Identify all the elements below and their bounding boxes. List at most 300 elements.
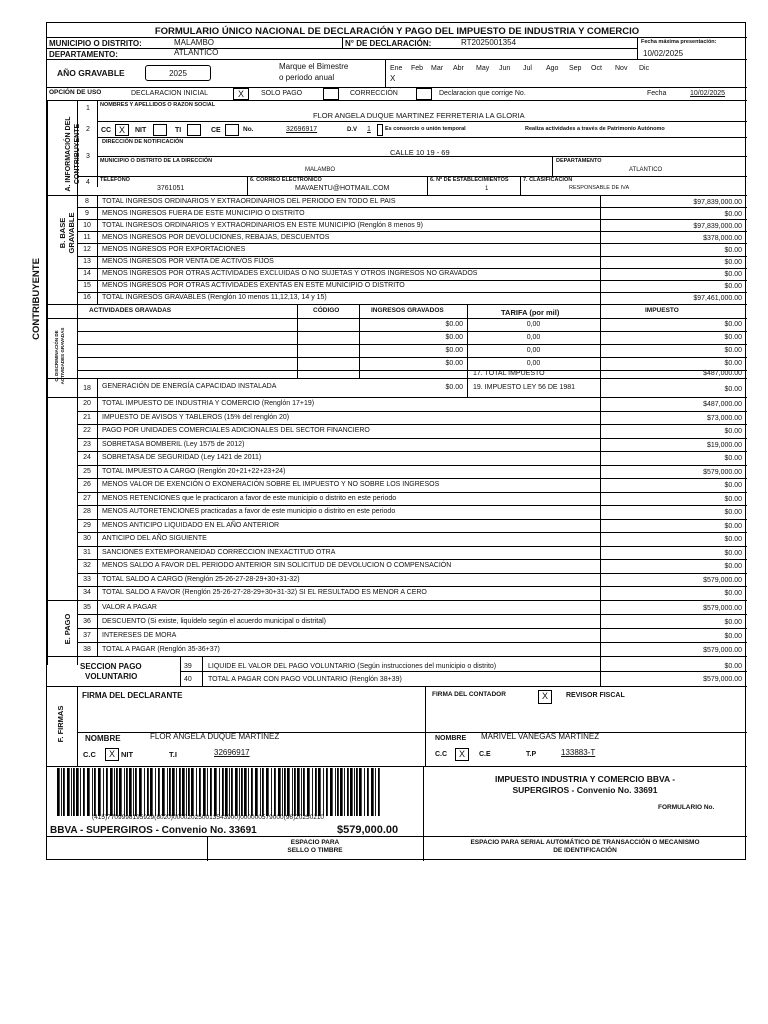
barcode-bar xyxy=(350,768,353,816)
row-divider xyxy=(77,331,747,332)
contador-ce-label: C.E xyxy=(479,751,491,758)
liq-label-26: MENOS VALOR DE EXENCIÓN O EXONERACIÓN SOBRE EL IMPUESTO Y NO SOBRE LOS INGRESOS xyxy=(102,481,440,489)
barcode-bar xyxy=(354,768,355,816)
uso-correccion-checkbox[interactable] xyxy=(416,88,432,100)
ti-checkbox[interactable] xyxy=(187,124,201,136)
liq-label-29: MENOS ANTICIPO LIQUIDADO EN EL AÑO ANTERIOR xyxy=(102,521,280,529)
anio-field[interactable] xyxy=(145,65,211,81)
dv-value: 1 xyxy=(367,126,371,133)
uso-fecha-value: 10/02/2025 xyxy=(690,90,726,97)
row-divider xyxy=(77,292,747,293)
barcode-bar xyxy=(292,768,293,816)
dv-label: D.V xyxy=(347,127,358,133)
liq-label-30: ANTICIPO DEL AÑO SIGUIENTE xyxy=(102,535,207,543)
barcode-bar xyxy=(274,768,276,816)
declarante-nombre: FLOR ANGELA DUQUE MARTINEZ xyxy=(150,732,280,741)
formulario-label: FORMULARIO No. xyxy=(658,804,715,811)
pago-label-36: DESCUENTO (Si existe, liquídelo según el acuerdo municipal o distrital) xyxy=(102,617,326,625)
autonomo-label: Realiza actividades a través de Patrimonio Autónomo xyxy=(525,126,665,132)
barcode-bar xyxy=(196,768,197,816)
act-impuesto-3: $0.00 xyxy=(724,360,742,367)
act-ingresos-2: $0.00 xyxy=(445,347,463,354)
barcode-bar xyxy=(61,768,62,816)
liq-num-28: 28 xyxy=(83,508,91,516)
liq-label-33: TOTAL SALDO A CARGO (Renglón 25-26-27-28-29+30+31-32) xyxy=(102,575,300,583)
voluntario-title-1: SECCION PAGO xyxy=(80,662,142,671)
liq-label-31: SANCIONES EXTEMPORANEIDAD CORRECCION INEXACTITUD OTRA xyxy=(102,548,336,556)
banco-title-1: IMPUESTO INDUSTRIA Y COMERCIO BBVA - xyxy=(494,774,676,784)
nit-label: NIT xyxy=(135,127,147,134)
row-divider xyxy=(77,614,747,615)
convenio-label: BBVA - SUPERGIROS - Convenio No. 33691 xyxy=(50,825,257,836)
barcode-bar xyxy=(335,768,336,816)
section-f-label: F. FIRMAS xyxy=(56,705,65,743)
total-impuesto-value: $487,000.00 xyxy=(703,370,742,377)
col-ingresos: INGRESOS GRAVADOS xyxy=(371,307,444,314)
total-impuesto-label: 17. TOTAL IMPUESTO xyxy=(473,370,545,377)
row-divider xyxy=(77,357,747,358)
correo-label: 6. CORREO ELECTRÓNICO xyxy=(250,177,322,183)
month-7[interactable]: Ago xyxy=(546,65,559,72)
liq-label-28: MENOS AUTORETENCIONES practicadas a favor de este municipio o distrito en este periodo xyxy=(102,508,396,516)
barcode-bar xyxy=(260,768,261,816)
liq-num-26: 26 xyxy=(83,481,91,489)
base-num-13: 13 xyxy=(83,258,91,266)
liq-label-25: TOTAL IMPUESTO A CARGO (Renglón 20+21+22+23+24) xyxy=(102,467,286,475)
liq-label-23: SOBRETASA BOMBERIL (Ley 1575 de 2012) xyxy=(102,440,245,448)
barcode-bar xyxy=(188,768,190,816)
row-divider xyxy=(77,256,747,257)
nit-checkbox[interactable] xyxy=(153,124,167,136)
row-divider xyxy=(77,492,747,493)
act-ingresos-3: $0.00 xyxy=(445,360,463,367)
uso-inicial-checkbox[interactable]: X xyxy=(233,88,249,100)
barcode-bar xyxy=(359,768,362,816)
banco-title-2: SUPERGIROS - Convenio No. 33691 xyxy=(512,785,658,795)
barcode-bar xyxy=(167,768,168,816)
barcode-bar xyxy=(241,768,243,816)
contador-nombre: MARIVEL VANEGAS MARTINEZ xyxy=(481,732,600,741)
barcode-bar xyxy=(214,768,217,816)
barcode-bar xyxy=(119,768,122,816)
municipio-value: MALAMBO xyxy=(174,38,215,47)
barcode-bar xyxy=(83,768,85,816)
base-label-14: MENOS INGRESOS POR OTRAS ACTIVIDADES EXCLUIDAS O NO SUJETAS Y OTROS INGRESOS NO GRAVADOS xyxy=(102,270,478,278)
uso-fecha-label: Fecha xyxy=(647,90,667,97)
barcode-bar xyxy=(144,768,145,816)
month-1[interactable]: Feb xyxy=(411,65,424,72)
barcode-bar xyxy=(210,768,212,816)
act-tarifa-2: 0,00 xyxy=(526,347,541,354)
liq-num-27: 27 xyxy=(83,494,91,502)
declarante-nit-label: NIT xyxy=(121,750,134,759)
declaracion-number: RT2025001354 xyxy=(461,38,517,47)
revisor-label: REVISOR FISCAL xyxy=(566,692,625,699)
barcode-bar xyxy=(378,768,380,816)
base-label-12: MENOS INGRESOS POR EXPORTACIONES xyxy=(102,245,246,253)
pago-label-37: INTERESES DE MORA xyxy=(102,631,177,639)
razon-social: FLOR ANGELA DUQUE MARTINEZ FERRETERIA LA GLORIA xyxy=(313,111,525,120)
month-0[interactable]: Ene xyxy=(390,65,403,72)
liq-num-30: 30 xyxy=(83,535,91,543)
pago-num-38: 38 xyxy=(83,645,91,653)
barcode-bar xyxy=(179,768,181,816)
base-value-15: $0.00 xyxy=(724,283,742,291)
liq-num-31: 31 xyxy=(83,548,91,556)
pago-value-37: $0.00 xyxy=(724,632,742,640)
liq-num-25: 25 xyxy=(83,467,91,475)
liq-value-32: $0.00 xyxy=(724,563,742,571)
barcode-bar xyxy=(271,768,272,816)
barcode-bar xyxy=(330,768,333,816)
contador-cc-checkbox[interactable]: X xyxy=(455,748,469,761)
uso-solo-pago-label: SOLO PAGO xyxy=(261,90,303,97)
mun-dir-label: MUNICIPIO O DISTRITO DE LA DIRECCIÓN xyxy=(100,158,213,164)
liq-value-26: $0.00 xyxy=(724,482,742,490)
r19-label: 19. IMPUESTO LEY 56 DE 1981 xyxy=(473,384,576,391)
barcode-bar xyxy=(239,768,240,816)
row-num-39: 39 xyxy=(184,663,192,670)
liq-value-27: $0.00 xyxy=(724,495,742,503)
pago-num-37: 37 xyxy=(83,631,91,639)
col-actividades: ACTIVIDADES GRAVADAS xyxy=(89,307,172,314)
act-tarifa-0: 0,00 xyxy=(526,321,541,328)
month-11[interactable]: Dic xyxy=(639,65,650,72)
row-divider xyxy=(47,318,747,319)
declaration-form xyxy=(31,22,746,860)
barcode-bar xyxy=(284,768,286,816)
month-4[interactable]: May xyxy=(476,65,490,72)
pago-label-38: TOTAL A PAGAR (Renglón 35-36+37) xyxy=(102,645,220,653)
estab-label: 6. Nº DE ESTABLECIMIENTOS xyxy=(430,177,509,183)
barcode-bar xyxy=(133,768,134,816)
row-divider xyxy=(77,532,747,533)
barcode-bar xyxy=(124,768,125,816)
barcode-bar xyxy=(110,768,113,816)
declarante-nombre-label: NOMBRE xyxy=(85,734,121,743)
barcode-bar xyxy=(231,768,233,816)
barcode-bar xyxy=(294,768,296,816)
act-ingresos-0: $0.00 xyxy=(445,321,463,328)
month-9[interactable]: Oct xyxy=(591,65,602,72)
r19-value: $0.00 xyxy=(724,386,742,393)
barcode-bar xyxy=(158,768,160,816)
barcode-bar xyxy=(375,768,376,816)
barcode-bar xyxy=(129,768,132,816)
liq-label-20: TOTAL IMPUESTO DE INDUSTRIA Y COMERCIO (Renglón 17+19) xyxy=(102,400,315,408)
base-num-10: 10 xyxy=(83,221,91,229)
row-divider xyxy=(77,243,747,244)
barcode-bar xyxy=(340,768,343,816)
row-divider xyxy=(77,546,747,547)
r18-label: GENERACIÓN DE ENERGÍA CAPACIDAD INSTALADA xyxy=(102,383,277,390)
uso-solo-pago-checkbox[interactable] xyxy=(323,88,339,100)
barcode-bar xyxy=(326,768,328,816)
liq-value-30: $0.00 xyxy=(724,536,742,544)
row-divider xyxy=(77,559,747,560)
direccion-label: DIRECCIÓN DE NOTIFICACIÓN xyxy=(102,139,184,145)
liq-label-32: MENOS SALDO A FAVOR DEL PERIODO ANTERIOR SIN SOLICITUD DE DEVOLUCION O COMPENSACIÓN xyxy=(102,562,452,570)
bimestre-label-2: o periodo anual xyxy=(279,73,335,82)
voluntario-title-2: VOLUNTARIO xyxy=(85,672,138,681)
base-value-12: $0.00 xyxy=(724,246,742,254)
ce-checkbox[interactable] xyxy=(225,124,239,136)
liq-value-29: $0.00 xyxy=(724,522,742,530)
banco-total: $579,000.00 xyxy=(337,824,399,836)
barcode-bar xyxy=(114,768,115,816)
uso-inicial-label: DECLARACION INICIAL xyxy=(131,90,209,97)
act-ingresos-1: $0.00 xyxy=(445,334,463,341)
row-divider xyxy=(77,573,747,574)
cc-checkbox[interactable]: X xyxy=(115,124,129,136)
barcode-bar xyxy=(73,768,75,816)
row-divider xyxy=(77,519,747,520)
correo-value: MAVAENTU@HOTMAIL.COM xyxy=(295,185,390,192)
base-label-16: TOTAL INGRESOS GRAVABLES (Renglón 10 menos 11,12,13, 14 y 15) xyxy=(102,294,327,302)
barcode-bar xyxy=(364,768,365,816)
ti-label: TI xyxy=(175,127,182,134)
liq-num-32: 32 xyxy=(83,562,91,570)
barcode-bar xyxy=(176,768,177,816)
base-num-9: 9 xyxy=(85,209,89,217)
declarante-doc: 32696917 xyxy=(214,748,250,757)
base-value-11: $378,000.00 xyxy=(703,234,742,242)
month-3[interactable]: Abr xyxy=(453,65,464,72)
row-divider xyxy=(77,451,747,452)
barcode-bar xyxy=(235,768,238,816)
serial-label-2: DE IDENTIFICACIÓN xyxy=(553,847,617,854)
barcode-bar xyxy=(287,768,290,816)
uso-correccion-label: CORRECCIÓN xyxy=(350,90,398,97)
base-value-13: $0.00 xyxy=(724,259,742,267)
col-divider xyxy=(600,397,601,600)
barcode-bar xyxy=(126,768,128,816)
estab-value: 1 xyxy=(485,186,489,192)
barcode-bar xyxy=(207,768,208,816)
base-value-9: $0.00 xyxy=(724,210,742,218)
base-value-10: $97,839,000.00 xyxy=(693,222,742,230)
sello-label-1: ESPACIO PARA xyxy=(290,839,340,846)
barcode-bar xyxy=(312,768,313,816)
barcode-bar xyxy=(278,768,281,816)
bimestre-label-1: Marque el Bimestre xyxy=(279,62,349,71)
barcode-bar xyxy=(67,768,70,816)
barcode-bar xyxy=(57,768,60,816)
uso-label: OPCIÓN DE USO xyxy=(49,89,102,96)
base-label-8: TOTAL INGRESOS ORDINARIOS Y EXTRAORDINARIOS DEL PERIODO EN TODO EL PAIS xyxy=(102,197,396,205)
firma-declarante-label: FIRMA DEL DECLARANTE xyxy=(82,691,183,700)
row-divider xyxy=(77,628,747,629)
doc-number: 32696917 xyxy=(286,126,318,133)
base-label-15: MENOS INGRESOS POR OTRAS ACTIVIDADES EXENTAS EN ESTE MUNICIPIO O DISTRITO xyxy=(102,282,405,290)
barcode-bar xyxy=(297,768,300,816)
barcode-bar xyxy=(244,768,247,816)
contador-nombre-label: NOMBRE xyxy=(435,735,467,742)
liq-num-22: 22 xyxy=(83,427,91,435)
sello-label-2: SELLO O TIMBRE xyxy=(287,847,343,854)
barcode-bar xyxy=(162,768,165,816)
depto-value: ATLANTICO xyxy=(629,167,663,173)
declarante-cc-checkbox[interactable]: X xyxy=(105,748,119,761)
pago-num-35: 35 xyxy=(83,603,91,611)
month-8[interactable]: Sep xyxy=(569,65,582,72)
barcode-bar xyxy=(139,768,142,816)
base-value-8: $97,839,000.00 xyxy=(693,198,742,206)
row-divider xyxy=(77,219,747,220)
depto-label: DEPARTAMENTO xyxy=(556,158,602,164)
barcode-bar xyxy=(323,768,324,816)
consorcio-checkbox[interactable] xyxy=(377,124,383,136)
liq-label-24: SOBRETASA DE SEGURIDAD (Ley 1421 de 2011) xyxy=(102,454,262,462)
barcode-bar xyxy=(318,768,321,816)
row-divider xyxy=(77,505,747,506)
form-title: FORMULARIO ÚNICO NACIONAL DE DECLARACIÓN Y PAGO DEL IMPUESTO DE INDUSTRIA Y COMERCIO xyxy=(154,26,640,37)
row-divider xyxy=(77,478,747,479)
consorcio-label: Es consorcio o unión temporal xyxy=(385,126,466,132)
col-impuesto: IMPUESTO xyxy=(645,307,679,314)
base-num-16: 16 xyxy=(83,294,91,302)
barcode-bar xyxy=(347,768,349,816)
act-impuesto-0: $0.00 xyxy=(724,321,742,328)
barcode-bar xyxy=(203,768,206,816)
no-label: No. xyxy=(243,126,254,133)
row-divider xyxy=(77,465,747,466)
barcode-image xyxy=(57,768,382,816)
declaracion-label: N° DE DECLARACIÓN: xyxy=(345,39,432,48)
serial-label-1: ESPACIO PARA SERIAL AUTOMÁTICO DE TRANSACCIÓN O MECANISMO xyxy=(470,839,700,846)
pago-num-36: 36 xyxy=(83,617,91,625)
section-b-label: B. BASE GRAVABLE xyxy=(58,212,76,254)
section-a-label: A. INFORMACIÓN DEL CONTRIBUYENTE xyxy=(65,116,81,192)
contador-tp: 133883-T xyxy=(561,748,596,757)
barcode-bar xyxy=(337,768,339,816)
barcode-bar xyxy=(248,768,249,816)
barcode-bar xyxy=(80,768,81,816)
r39-value: $0.00 xyxy=(724,663,742,670)
liq-value-34: $0.00 xyxy=(724,590,742,598)
barcode-bar xyxy=(186,768,187,816)
base-label-13: MENOS INGRESOS POR VENTA DE ACTIVOS FIJOS xyxy=(102,258,274,266)
declarante-ti-label: T.I xyxy=(169,750,177,759)
month-mark[interactable]: X xyxy=(390,74,396,83)
barcode-bar xyxy=(262,768,264,816)
liq-num-33: 33 xyxy=(83,575,91,583)
r40-label: TOTAL A PAGAR CON PAGO VOLUNTARIO (Renglón 38+39) xyxy=(208,676,402,683)
barcode-bar xyxy=(135,768,137,816)
month-2[interactable]: Mar xyxy=(431,65,444,72)
col-divider xyxy=(97,397,98,600)
barcode-bar xyxy=(301,768,302,816)
barcode-bar xyxy=(103,768,104,816)
departamento-value: ATLANTICO xyxy=(174,48,219,57)
base-num-15: 15 xyxy=(83,282,91,290)
barcode-bar xyxy=(92,768,93,816)
row-divider xyxy=(77,586,747,587)
pago-value-36: $0.00 xyxy=(724,618,742,626)
pago-label-35: VALOR A PAGAR xyxy=(102,603,157,611)
liq-num-24: 24 xyxy=(83,454,91,462)
r18-value: $0.00 xyxy=(445,384,463,391)
barcode-bar xyxy=(199,768,201,816)
barcode-bar xyxy=(225,768,228,816)
barcode-bar xyxy=(147,768,149,816)
clasif-value: RESPONSABLE DE IVA xyxy=(569,185,630,191)
row-num-40: 40 xyxy=(184,676,192,683)
base-label-10: TOTAL INGRESOS ORDINARIOS Y EXTRAORDINARIOS EN ESTE MUNICIPIO (Renglón 8 menos 9) xyxy=(102,221,423,229)
liq-value-28: $0.00 xyxy=(724,509,742,517)
ce-label: CE xyxy=(211,127,221,134)
liq-num-29: 29 xyxy=(83,521,91,529)
col-divider xyxy=(97,195,98,304)
anio-label: AÑO GRAVABLE xyxy=(57,68,125,78)
pago-value-35: $579,000.00 xyxy=(703,604,742,612)
base-value-16: $97,461,000.00 xyxy=(693,295,742,303)
side-contribuyente: CONTRIBUYENTE xyxy=(31,258,42,340)
row-divider xyxy=(77,642,747,643)
liq-value-33: $579,000.00 xyxy=(703,576,742,584)
barcode-bar xyxy=(303,768,305,816)
col-divider xyxy=(97,600,98,656)
row-divider xyxy=(77,207,747,208)
row-divider xyxy=(77,344,747,345)
liq-value-20: $487,000.00 xyxy=(703,401,742,409)
liq-label-21: IMPUESTO DE AVISOS Y TABLEROS (15% del renglón 20) xyxy=(102,413,290,421)
act-impuesto-2: $0.00 xyxy=(724,347,742,354)
base-num-11: 11 xyxy=(83,233,91,241)
barcode-bar xyxy=(155,768,156,816)
liq-value-25: $579,000.00 xyxy=(703,468,742,476)
contador-tp-label: T.P xyxy=(526,751,537,758)
act-tarifa-1: 0,00 xyxy=(526,334,541,341)
row-divider xyxy=(77,268,747,269)
fecha-max-label: Fecha máxima presentación: xyxy=(641,39,717,45)
act-impuesto-1: $0.00 xyxy=(724,334,742,341)
contador-checkbox[interactable]: X xyxy=(538,690,552,704)
pago-value-38: $579,000.00 xyxy=(703,646,742,654)
municipio-label: MUNICIPIO O DISTRITO: xyxy=(49,39,142,48)
barcode-bar xyxy=(229,768,230,816)
barcode-bar xyxy=(71,768,72,816)
row-divider xyxy=(77,411,747,412)
fecha-max-value: 10/02/2025 xyxy=(643,49,684,58)
barcode-bar xyxy=(307,768,310,816)
barcode-bar xyxy=(219,768,220,816)
liq-num-34: 34 xyxy=(83,589,91,597)
firma-contador-label: FIRMA DEL CONTADOR xyxy=(432,691,506,698)
month-10[interactable]: Nov xyxy=(615,65,628,72)
telefono-value: 3761051 xyxy=(157,185,185,192)
barcode-bar xyxy=(191,768,194,816)
base-label-11: MENOS INGRESOS POR DEVOLUCIONES, REBAJAS, DESCUENTOS xyxy=(102,233,330,241)
barcode-bar xyxy=(367,768,369,816)
barcode-bar xyxy=(172,768,175,816)
row-num-1: 1 xyxy=(86,105,90,112)
barcode-bar xyxy=(63,768,65,816)
direccion-value: CALLE 10 19 - 69 xyxy=(390,148,450,157)
barcode-bar xyxy=(344,768,345,816)
row-divider xyxy=(77,424,747,425)
liq-value-22: $0.00 xyxy=(724,428,742,436)
barcode-bar xyxy=(150,768,153,816)
liq-num-21: 21 xyxy=(83,413,91,421)
act-tarifa-3: 0,00 xyxy=(526,360,541,367)
declarante-cc-label: C.C xyxy=(83,750,96,759)
row-divider xyxy=(77,280,747,281)
anio-value: 2025 xyxy=(169,69,187,78)
liq-label-27: MENOS RETENCIONES que le practicaron a favor de este municipio o distrito en este periodo xyxy=(102,494,397,502)
month-5[interactable]: Jun xyxy=(499,65,511,72)
month-6[interactable]: Jul xyxy=(523,65,532,72)
